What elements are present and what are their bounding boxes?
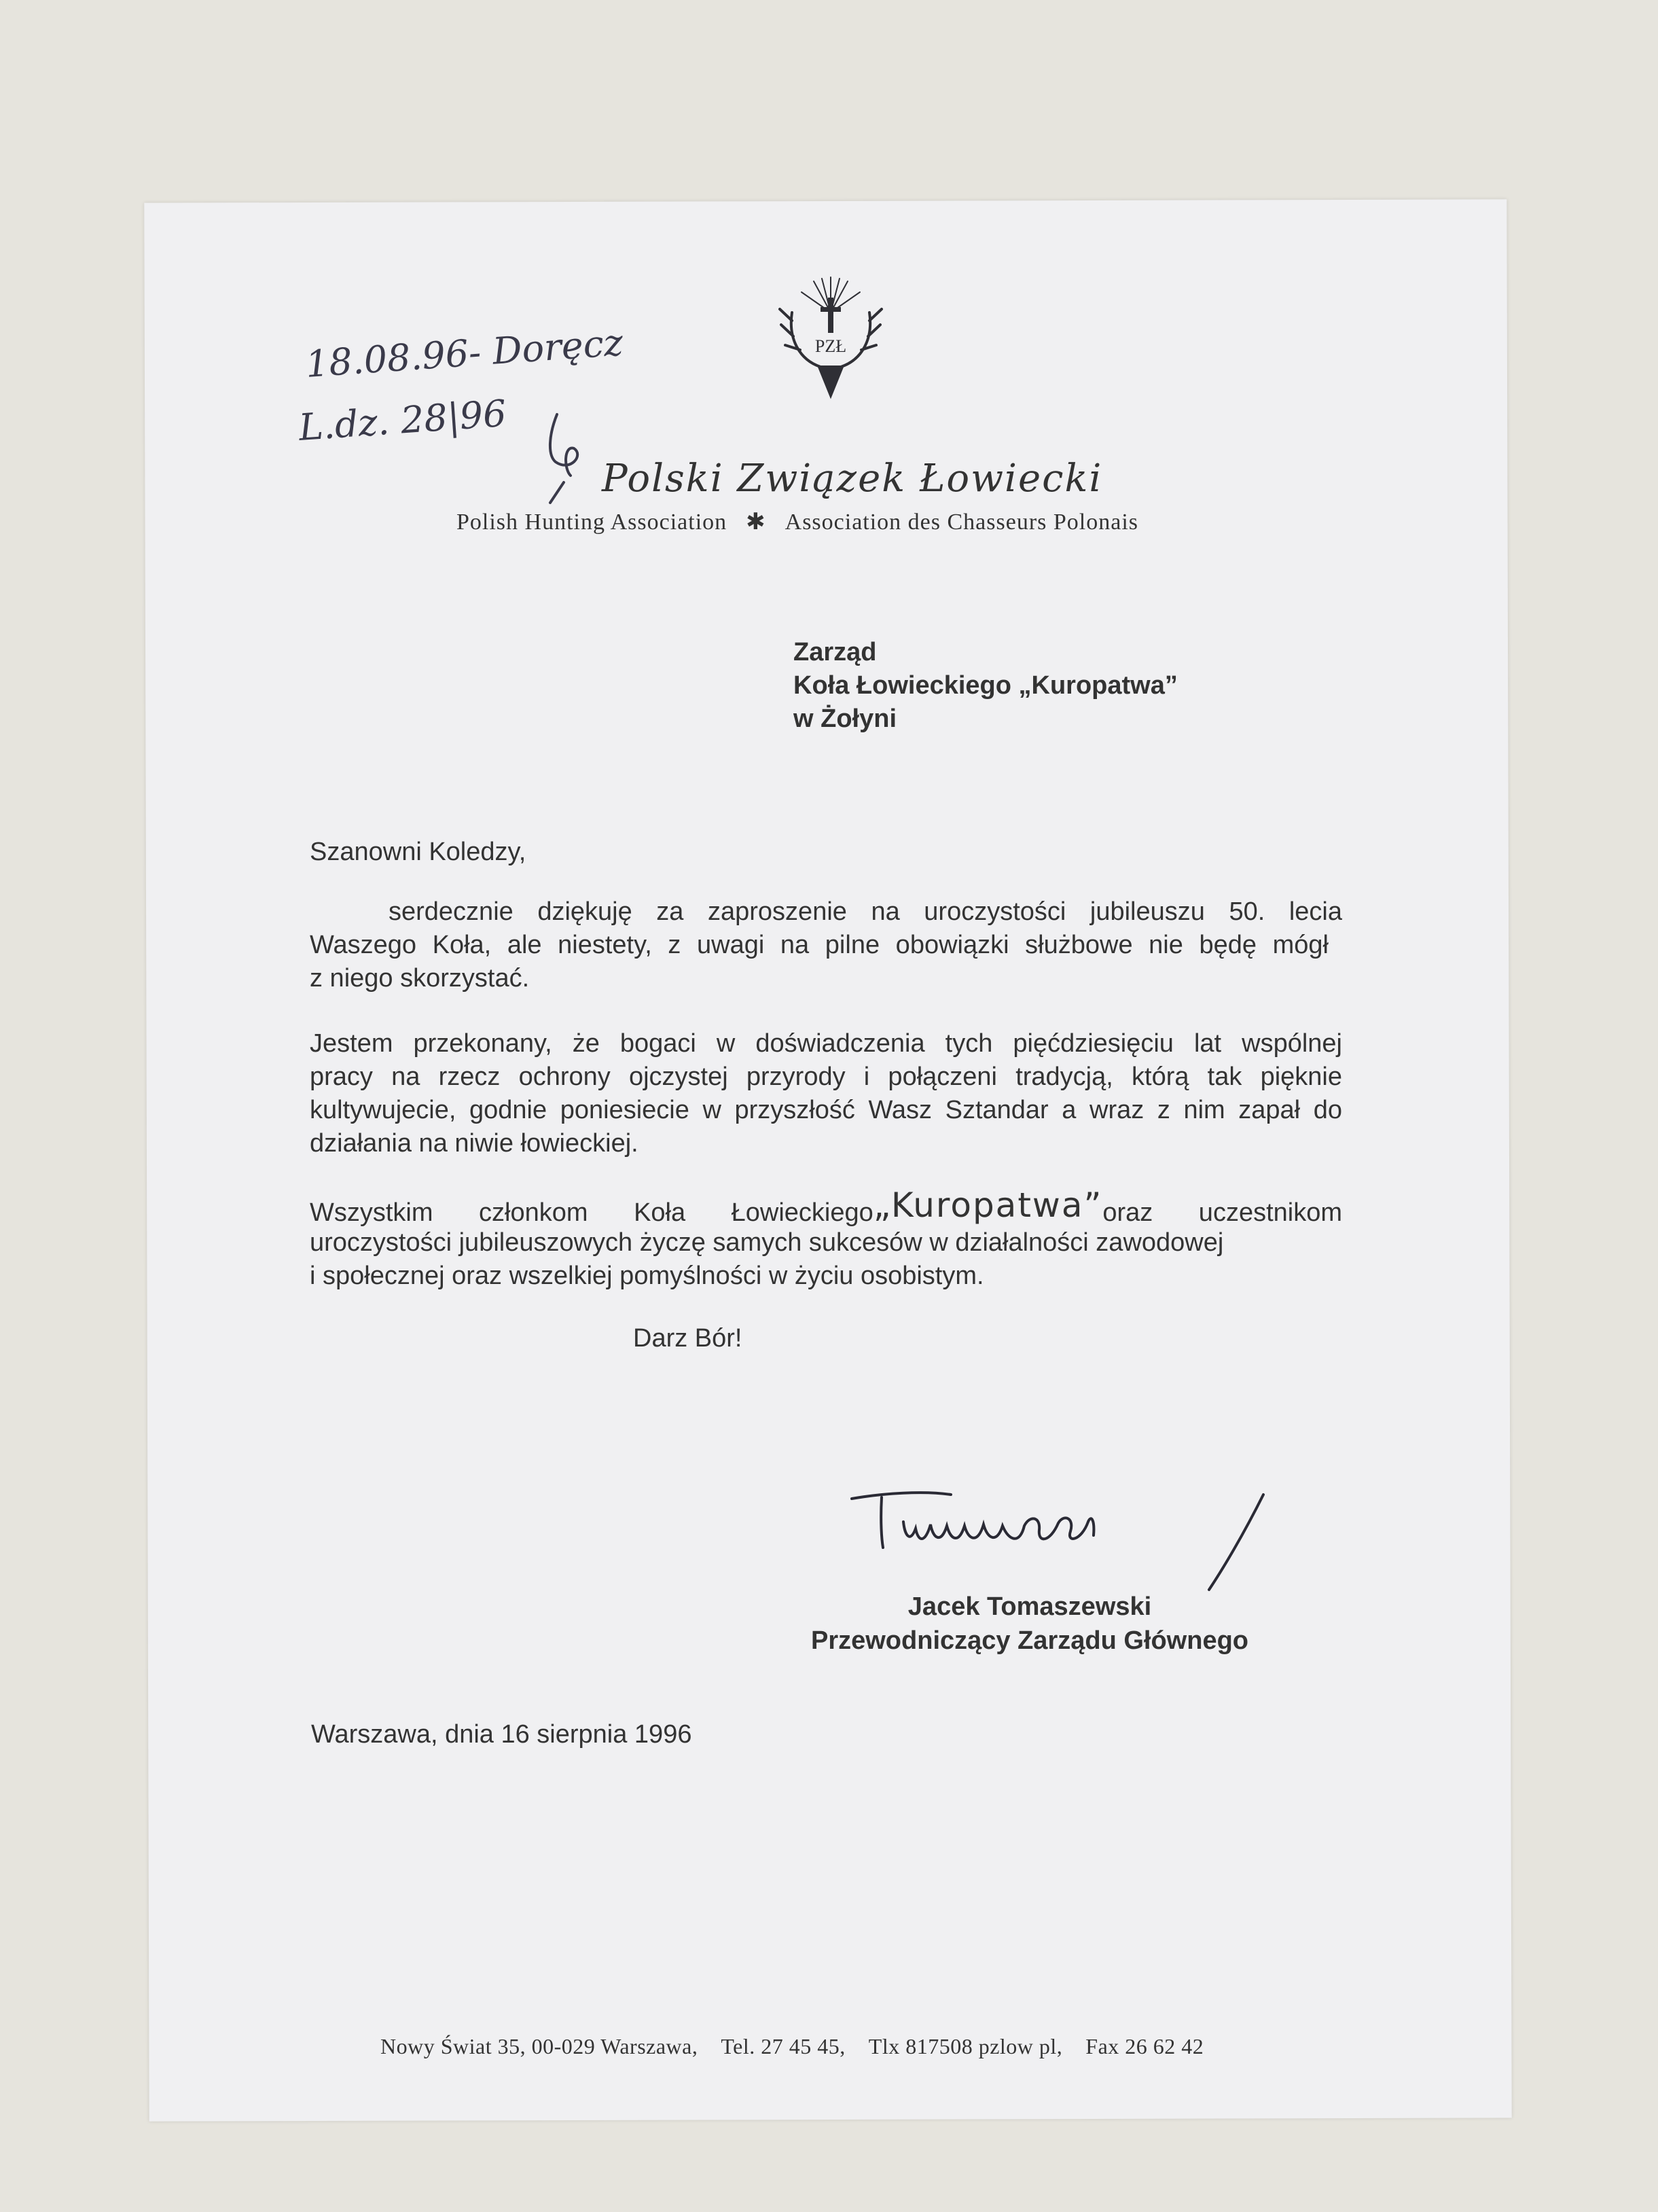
- addressee-line: Koła Łowieckiego „Kuropatwa”: [793, 671, 1178, 700]
- paragraph-line: Jestem przekonany, że bogaci w doświadczenia tych pięćdziesięciu lat wspólnej: [310, 1029, 1342, 1058]
- handwritten-initial-mark: [543, 408, 598, 510]
- paragraph-line: kultywujecie, godnie poniesiecie w przyszłość Wasz Sztandar a wraz z nim zapał do: [310, 1096, 1342, 1124]
- signer-block: [792, 1590, 1267, 1658]
- paragraph-1: [310, 895, 1342, 995]
- paragraph-2: [310, 1027, 1342, 1160]
- paragraph-line: z niego skorzystać.: [310, 964, 530, 993]
- handwritten-signature: [842, 1481, 1277, 1603]
- paragraph-line: działania na niwie łowieckiej.: [310, 1129, 638, 1158]
- signer-name: Jacek Tomaszewski: [907, 1592, 1152, 1621]
- handwritten-reference-number: L.dz. 28|96: [297, 391, 508, 449]
- footer-telex: Tlx 817508 pzlow pl,: [868, 2034, 1063, 2058]
- paragraph-3: [310, 1185, 1342, 1293]
- footer-fax: Fax 26 62 42: [1085, 2034, 1204, 2058]
- paragraph-line: [310, 1185, 1342, 1227]
- place-and-date: Warszawa, dnia 16 sierpnia 1996: [311, 1720, 692, 1749]
- french-name: Association des Chasseurs Polonais: [785, 510, 1138, 535]
- handwritten-club-name: „Kuropatwa”: [873, 1185, 1103, 1225]
- paragraph-line: i społecznej oraz wszelkiej pomyślności w życiu osobistym.: [310, 1262, 984, 1290]
- english-name: Polish Hunting Association: [456, 510, 727, 535]
- paragraph-line: uroczystości jubileuszowych życzę samych sukcesów w działalności zawodowej: [310, 1228, 1224, 1257]
- paragraph-line: [310, 895, 1342, 929]
- footer-address: Nowy Świat 35, 00-029 Warszawa,: [380, 2034, 698, 2058]
- footer-telephone: Tel. 27 45 45,: [721, 2034, 846, 2058]
- closing-greeting: Darz Bór!: [633, 1324, 742, 1353]
- organization-name: Polski Związek Łowiecki: [602, 457, 1103, 501]
- paragraph-line-text: oraz uczestnikom: [1102, 1198, 1342, 1227]
- salutation: Szanowni Koledzy,: [310, 838, 526, 866]
- pzl-emblem-icon: [773, 272, 888, 401]
- paragraph-line: Waszego Koła, ale niestety, z uwagi na pilne obowiązki służbowe nie będę mógł: [310, 931, 1329, 959]
- paragraph-line-text: Wszystkim członkom Koła Łowieckiego: [310, 1198, 873, 1227]
- addressee-line: Zarząd: [793, 638, 877, 666]
- letterhead-footer: [380, 2034, 1227, 2059]
- signer-title: Przewodniczący Zarządu Głównego: [810, 1626, 1248, 1655]
- logo-text: PZŁ: [814, 336, 847, 356]
- paragraph-line: pracy na rzecz ochrony ojczystej przyrody i połączeni tradycją, którą tak pięknie: [310, 1063, 1342, 1091]
- addressee-line: w Żołyni: [793, 704, 897, 733]
- addressee-block: [793, 636, 1178, 736]
- association-tagline: [456, 508, 1138, 535]
- asterisk-separator-icon: ✱: [746, 510, 766, 535]
- handwritten-date-note: 18.08.96- Doręcz: [304, 321, 625, 386]
- paragraph-line-text: serdecznie dziękuję za zaproszenie na uroczystości jubileuszu 50. lecia: [389, 897, 1342, 926]
